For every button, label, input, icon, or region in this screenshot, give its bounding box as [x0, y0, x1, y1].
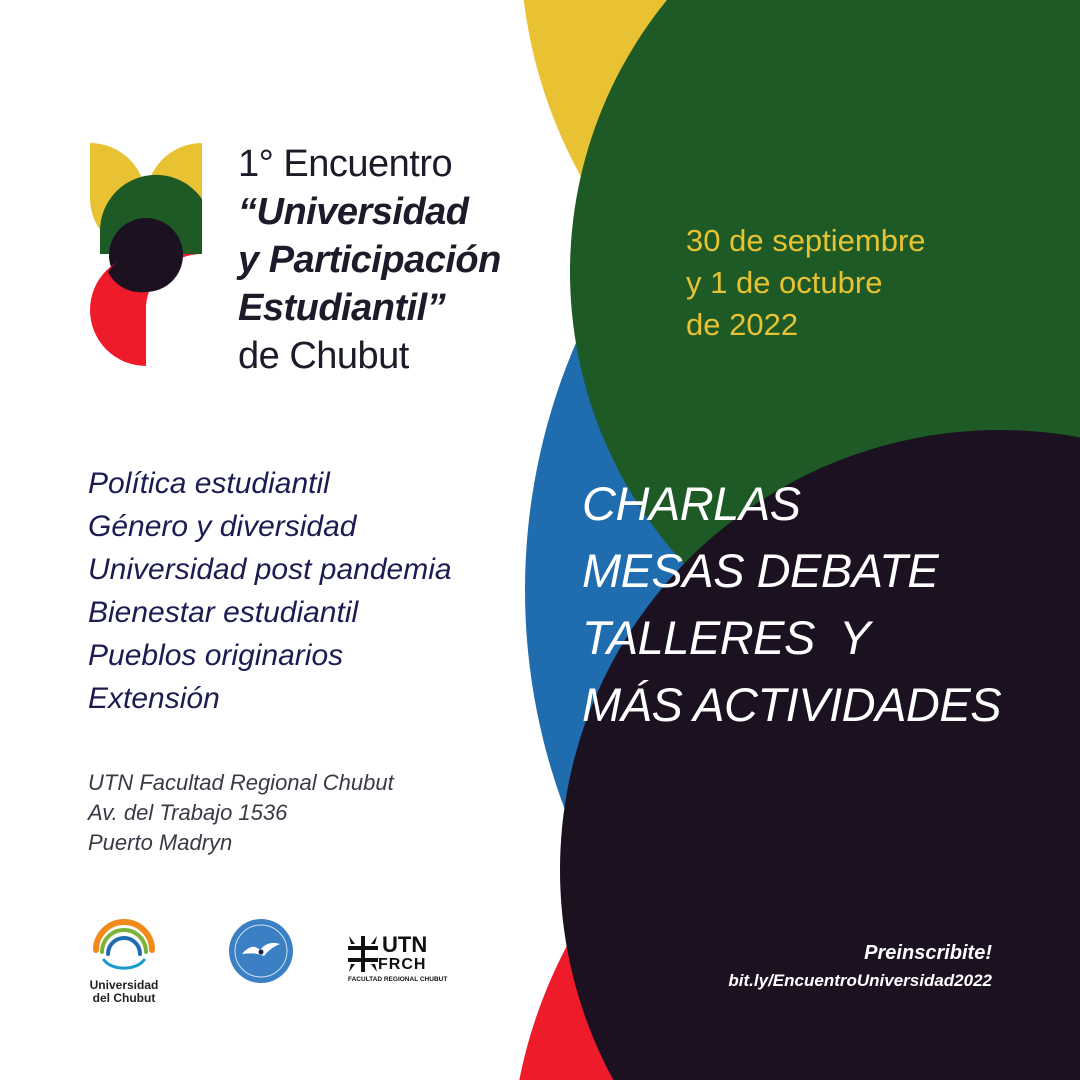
title-line: y Participación	[238, 239, 501, 281]
title-line: de Chubut	[238, 335, 409, 377]
date-line: de 2022	[686, 307, 799, 342]
event-logo-icon	[90, 143, 202, 366]
unich-name-line: del Chubut	[92, 991, 156, 1005]
unich-name-line: Universidad	[89, 978, 159, 992]
event-title	[238, 140, 501, 380]
venue-line: Puerto Madryn	[88, 830, 233, 855]
universidad-del-chubut-logo	[84, 916, 164, 1005]
topic-item: Género y diversidad	[88, 510, 357, 543]
topic-item: Pueblos originarios	[88, 639, 344, 672]
date-line: 30 de septiembre	[686, 223, 926, 258]
topic-item: Extensión	[88, 682, 220, 715]
activities-list	[582, 470, 1001, 738]
venue-line: UTN Facultad Regional Chubut	[88, 770, 394, 795]
topic-item: Política estudiantil	[88, 467, 330, 500]
utn-faculty-name: FACULTAD REGIONAL CHUBUT	[348, 976, 448, 983]
activity-item: TALLERES Y	[582, 611, 870, 664]
albatross-seal-icon	[228, 918, 294, 984]
frch-acronym: FRCH	[378, 956, 427, 973]
seal-logo	[228, 918, 294, 989]
registration-link[interactable]: bit.ly/EncuentroUniversidad2022	[728, 971, 992, 990]
activity-item: CHARLAS	[582, 477, 801, 530]
activity-item: MÁS ACTIVIDADES	[582, 678, 1002, 731]
date-line: y 1 de octubre	[686, 265, 883, 300]
venue-line: Av. del Trabajo 1536	[88, 800, 288, 825]
topic-item: Universidad post pandemia	[88, 553, 452, 586]
topic-item: Bienestar estudiantil	[88, 596, 359, 629]
venue-address	[88, 768, 394, 858]
title-line: “Universidad	[238, 191, 469, 233]
activity-item: MESAS DEBATE	[582, 544, 939, 597]
utn-frch-logo	[348, 934, 447, 983]
preinscribite-label: Preinscribite!	[864, 942, 992, 964]
event-date	[686, 220, 926, 346]
title-line: Estudiantil”	[238, 287, 446, 329]
topics-list	[88, 462, 452, 720]
title-line: 1° Encuentro	[238, 143, 453, 185]
concentric-arcs-icon	[88, 916, 160, 974]
registration-cta	[728, 938, 992, 994]
utn-emblem-icon	[348, 936, 378, 972]
utn-acronym: UTN	[382, 932, 428, 957]
